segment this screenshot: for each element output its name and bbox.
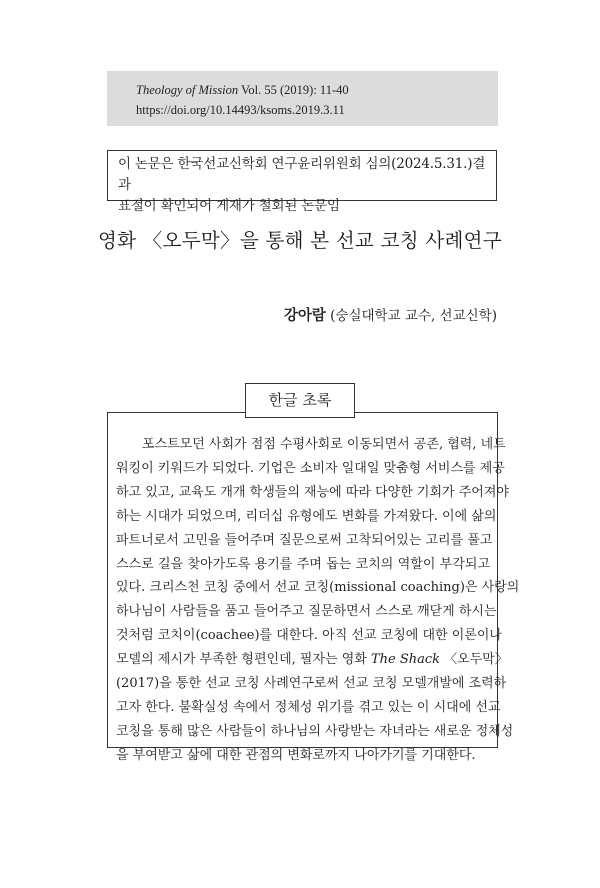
- journal-citation-box: [107, 71, 498, 126]
- abstract-line: 포스트모던 사회가 점점 수평사회로 이동되면서 공존, 협력, 네트: [142, 437, 506, 452]
- abstract-line: 스스로 길을 찾아가도록 용기를 주며 돕는 코치의 역할이 부각되고: [116, 556, 490, 572]
- journal-volume-info: Vol. 55 (2019): 11-40: [238, 83, 349, 97]
- author-affiliation: (숭실대학교 교수, 선교신학): [325, 308, 497, 324]
- abstract-line-movie: [116, 648, 508, 672]
- abstract-body: [116, 433, 520, 768]
- paper-title: 영화 〈오두막〉을 통해 본 선교 코칭 사례연구: [98, 229, 502, 252]
- journal-doi[interactable]: https://doi.org/10.14493/ksoms.2019.3.11: [136, 103, 345, 117]
- movie-title-korean: 〈오두막〉: [440, 652, 508, 668]
- abstract-line: 워킹이 키워드가 되었다. 기업은 소비자 일대일 맞춤형 서비스를 제공: [116, 460, 505, 476]
- retraction-notice-line-2: 표절이 확인되어 게재가 철회된 논문임: [118, 198, 340, 214]
- author-name: 강아람: [283, 307, 326, 324]
- retraction-notice-box: [107, 150, 497, 214]
- abstract-line: 코칭을 통해 많은 사람들이 하나님의 사랑받는 자녀라는 새로운 정체성: [116, 723, 514, 739]
- movie-title-english: The Shack: [370, 652, 441, 668]
- abstract-line: 있다. 크리스천 코칭 중에서 선교 코칭(missional coaching)은 사랑의: [116, 580, 520, 596]
- author-line: [284, 304, 497, 325]
- journal-volume-line: [136, 80, 498, 100]
- abstract-line: 하고 있고, 교육도 개개 학생들의 재능에 따라 다양한 기회가 주어져야: [116, 484, 509, 500]
- abstract-line: 고자 한다. 불확실성 속에서 정체성 위기를 겪고 있는 이 시대에 선교: [116, 699, 501, 715]
- journal-name: Theology of Mission: [136, 83, 239, 97]
- abstract-line: 파트너로서 고민을 들어주며 질문으로써 고착되어있는 고리를 풀고: [116, 532, 493, 548]
- abstract-line: 을 부여받고 삶에 대한 관점의 변화로까지 나아가기를 기대한다.: [116, 747, 476, 763]
- abstract-line: 것처럼 코치이(coachee)를 대한다. 아직 선교 코칭에 대한 이론이나: [116, 628, 502, 644]
- abstract-line: (2017)을 통한 선교 코칭 사례연구로써 선교 코칭 모델개발에 조력하: [116, 676, 507, 692]
- abstract-heading: 한글 초록: [245, 383, 355, 418]
- abstract-line: 하나님이 사람들을 품고 들어주고 질문하면서 스스로 깨닫게 하시는: [116, 604, 497, 620]
- abstract-line: 하는 시대가 되었으며, 리더십 유형에도 변화를 가져왔다. 이에 삶의: [116, 508, 497, 524]
- retraction-notice-line-1: 이 논문은 한국선교신학회 연구윤리위원회 심의(2024.5.31.)결과: [118, 156, 486, 193]
- abstract-line-text: 모델의 제시가 부족한 형편인데, 필자는 영화: [116, 652, 371, 668]
